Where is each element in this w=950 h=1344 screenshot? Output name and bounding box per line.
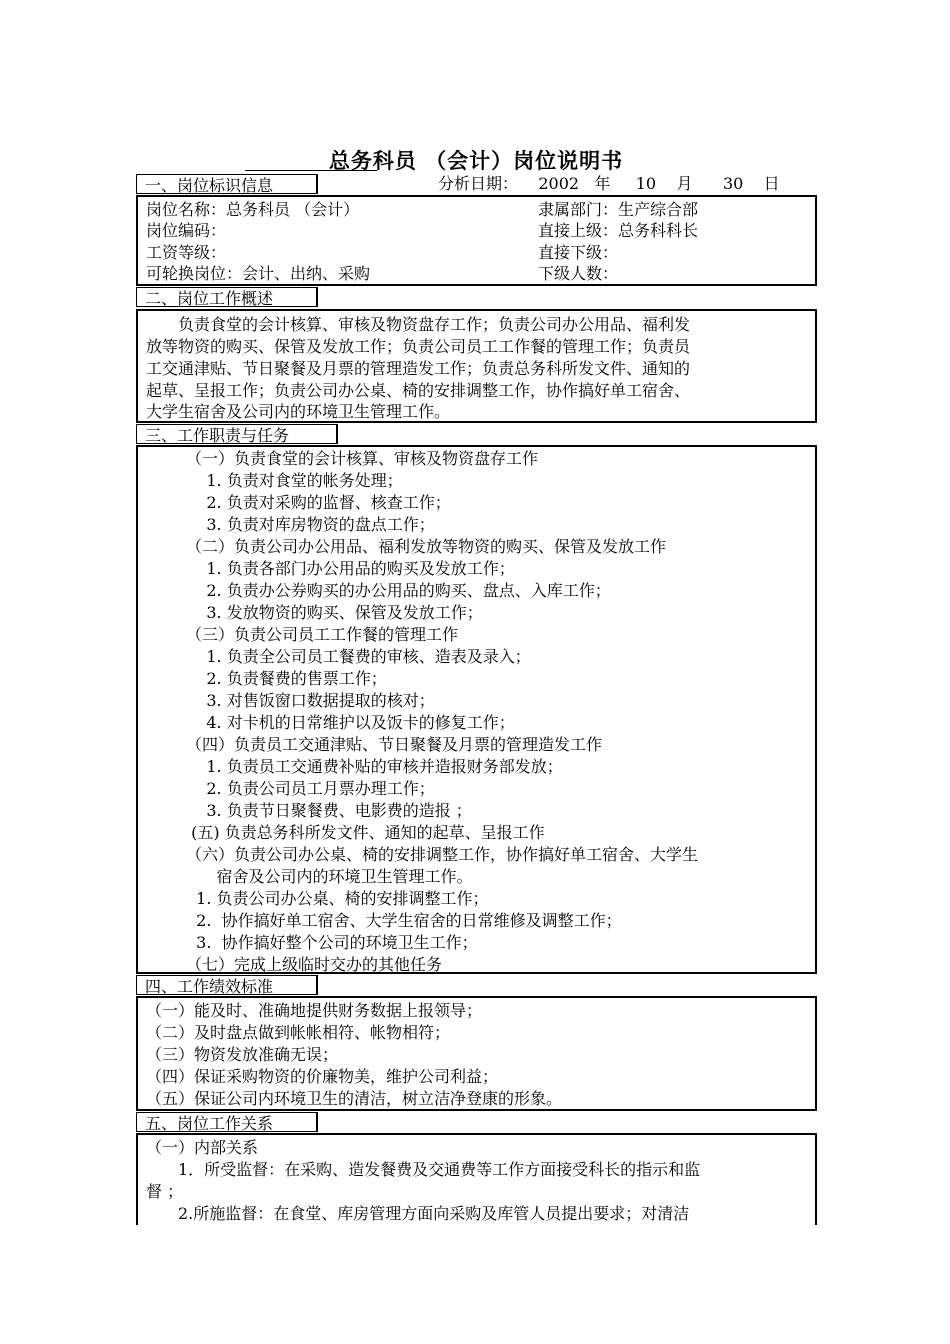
- duty-line: 1. 负责全公司员工餐费的审核、造表及录入；: [186, 647, 531, 666]
- section-label-performance: 四、工作绩效标准: [136, 975, 318, 995]
- duty-line: 2. 负责办公券购买的办公用品的购买、盘点、入库工作；: [186, 581, 611, 600]
- section-header-1: [136, 174, 817, 196]
- duty-line: 3. 协作搞好整个公司的环境卫生工作；: [186, 933, 478, 952]
- duty-line: （七）完成上级临时交办的其他任务: [186, 955, 443, 974]
- performance-line: （一）能及时、准确地提供财务数据上报领导；: [146, 1001, 483, 1020]
- section-header-5: [136, 1112, 817, 1134]
- duty-line: 1. 负责员工交通费补贴的审核并造报财务部发放；: [186, 757, 563, 776]
- relations-box: [136, 1133, 817, 1225]
- section-header-3: [136, 424, 817, 446]
- duty-line: （四）负责员工交通津贴、节日聚餐及月票的管理造发工作: [186, 735, 603, 754]
- duty-line: (五) 负责总务科所发文件、通知的起草、呈报工作: [186, 823, 545, 842]
- relations-line: （一）内部关系: [146, 1138, 259, 1157]
- title-underline: [245, 170, 377, 171]
- duty-line: 4. 对卡机的日常维护以及饭卡的修复工作；: [186, 713, 515, 732]
- info-superior: 直接上级：总务科科长: [538, 221, 699, 240]
- relations-line: 2.所施监督：在食堂、库房管理方面向采购及库管人员提出要求；对清洁: [146, 1204, 690, 1223]
- info-grade: 工资等级：: [146, 243, 227, 262]
- overview-line: 工交通津贴、节日聚餐及月票的管理造发工作；负责总务科所发文件、通知的: [146, 359, 691, 378]
- section-label-relations: 五、岗位工作关系: [136, 1112, 318, 1132]
- overview-line: 放等物资的购买、保管及发放工作；负责公司员工工作餐的管理工作；负责员: [146, 337, 691, 356]
- section-label-overview: 二、岗位工作概述: [136, 287, 318, 307]
- section-header-4: [136, 975, 817, 997]
- duty-line: 1. 负责各部门办公用品的购买及发放工作；: [186, 559, 515, 578]
- performance-line: （二）及时盘点做到帐帐相符、帐物相符；: [146, 1023, 451, 1042]
- duty-line: 1. 负责对食堂的帐务处理；: [186, 471, 403, 490]
- info-code: 岗位编码：: [146, 221, 227, 240]
- performance-line: （五）保证公司内环境卫生的清洁，树立洁净登康的形象。: [146, 1089, 563, 1108]
- duty-line: 3. 负责节日聚餐费、电影费的造报 ；: [186, 801, 472, 820]
- relations-line: 督 ；: [146, 1182, 184, 1201]
- performance-line: （三）物资发放准确无误；: [146, 1045, 339, 1064]
- duty-line: 3. 负责对库房物资的盘点工作；: [186, 515, 435, 534]
- duties-box: [136, 445, 817, 974]
- overview-box: [136, 309, 817, 423]
- duty-line: （六）负责公司办公桌、椅的安排调整工作，协作搞好单工宿舍、大学生: [186, 845, 699, 864]
- duty-line: 3. 发放物资的购买、保管及发放工作；: [186, 603, 483, 622]
- duty-line: （一）负责食堂的会计核算、审核及物资盘存工作: [186, 449, 539, 468]
- duty-line: 2. 负责餐费的售票工作；: [186, 669, 387, 688]
- page-title: 总务科员 （会计）岗位说明书: [328, 149, 624, 173]
- performance-line: （四）保证采购物资的价廉物美，维护公司利益；: [146, 1067, 499, 1086]
- duty-line: 2. 负责对采购的监督、核查工作；: [186, 493, 451, 512]
- info-dept: 隶属部门：生产综合部: [538, 200, 699, 219]
- duty-line: 宿舍及公司内的环境卫生管理工作。: [186, 867, 473, 886]
- duty-line: 1. 负责公司办公桌、椅的安排调整工作；: [186, 889, 489, 908]
- overview-line: 起草、呈报工作；负责公司办公桌、椅的安排调整工作，协作搞好单工宿舍、: [146, 381, 691, 400]
- duty-line: 3. 对售饭窗口数据提取的核对；: [186, 691, 435, 710]
- info-name: 岗位名称：总务科员 （会计）: [146, 200, 360, 219]
- performance-box: [136, 996, 817, 1111]
- identification-box: [136, 195, 817, 286]
- duty-line: （二）负责公司办公用品、福利发放等物资的购买、保管及发放工作: [186, 537, 667, 556]
- info-subordinate: 直接下级：: [538, 243, 619, 262]
- info-sub-count: 下级人数：: [538, 264, 619, 283]
- relations-line: 1．所受监督：在采购、造发餐费及交通费等工作方面接受科长的指示和监: [146, 1160, 701, 1179]
- analysis-date: 分析日期： 2002 年 10 月 30 日: [438, 174, 780, 193]
- section-label-identification: 一、岗位标识信息: [136, 174, 318, 194]
- duty-line: 2. 负责公司员工月票办理工作；: [186, 779, 435, 798]
- duty-line: （三）负责公司员工工作餐的管理工作: [186, 625, 459, 644]
- section-label-duties: 三、工作职责与任务: [136, 424, 338, 444]
- overview-line: 负责食堂的会计核算、审核及物资盘存工作；负责公司办公用品、福利发: [146, 315, 691, 334]
- duty-line: 2. 协作搞好单工宿舍、大学生宿舍的日常维修及调整工作；: [186, 911, 622, 930]
- info-rotation: 可轮换岗位：会计、出纳、采购: [146, 264, 371, 283]
- section-header-2: [136, 287, 817, 309]
- overview-line: 大学生宿舍及公司内的环境卫生管理工作。: [146, 402, 451, 421]
